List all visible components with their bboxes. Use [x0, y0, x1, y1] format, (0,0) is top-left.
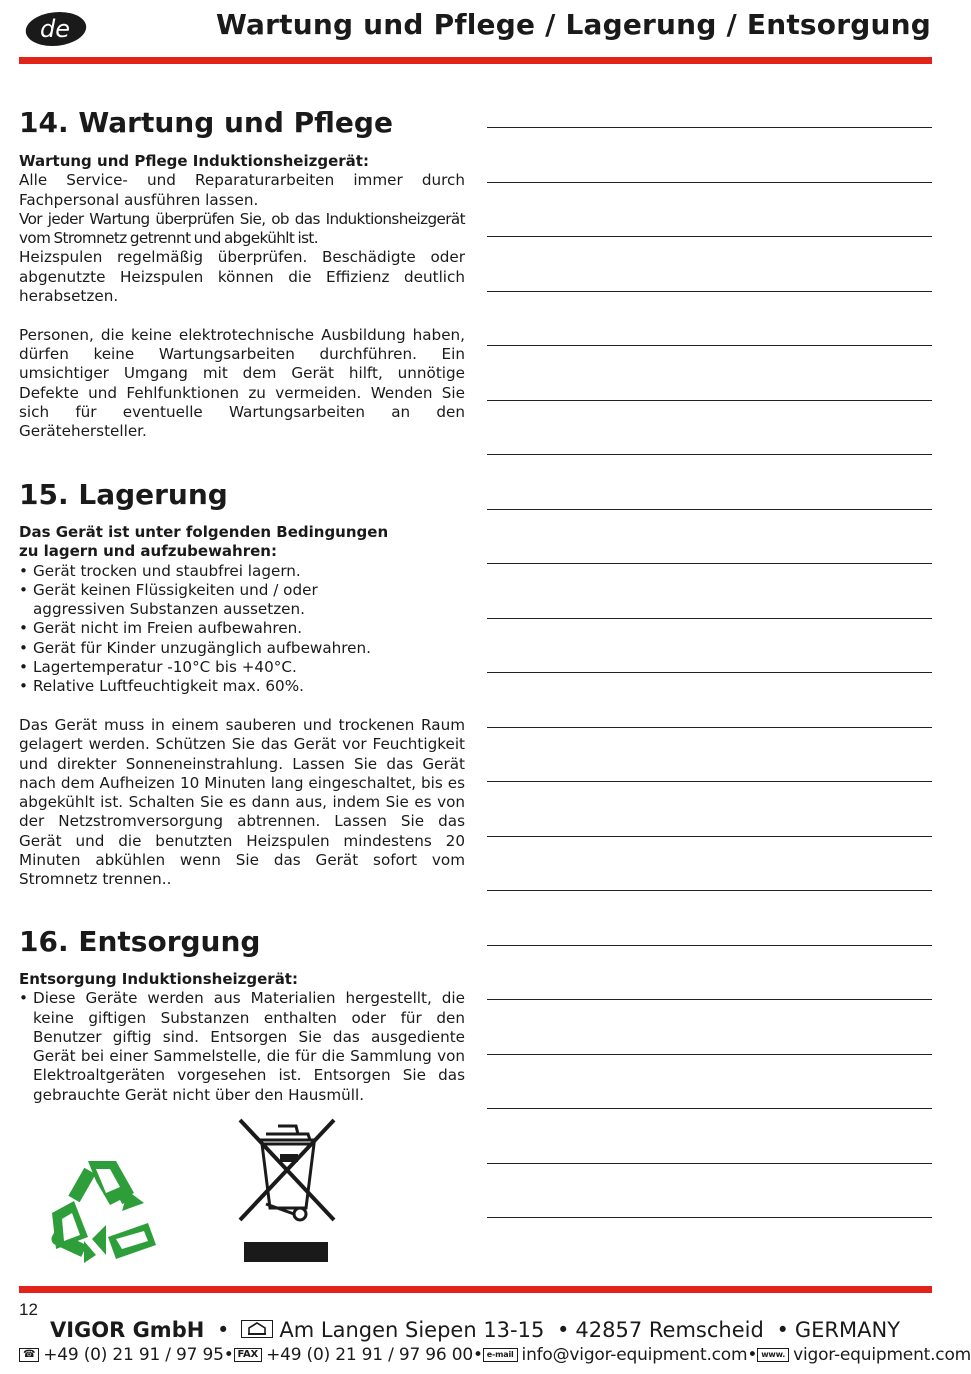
crossed-out-wheelie-bin-icon: [236, 1116, 338, 1264]
notes-line: [487, 618, 932, 619]
notes-line: [487, 127, 932, 128]
language-badge-icon: [22, 10, 92, 48]
phone-contact: [19, 1345, 224, 1365]
notes-line: [487, 1163, 932, 1164]
section-storage: [19, 478, 465, 890]
section-subheading: zu lagern und aufzubewahren:: [19, 542, 277, 561]
email-icon: e-mail: [483, 1348, 518, 1362]
website-link[interactable]: vigor-equipment.com: [793, 1345, 971, 1365]
section-subheading: Wartung und Pflege Induktionsheizgerät:: [19, 152, 369, 170]
list-item: • Gerät nicht im Freien aufbewahren.: [19, 619, 465, 638]
notes-line: [487, 1217, 932, 1218]
paragraph: Alle Service- und Reparaturarbeiten immer durch Fachpersonal ausführen lassen.: [19, 171, 465, 209]
notes-line: [487, 945, 932, 946]
section-heading: 14. Wartung und Pflege: [19, 106, 393, 139]
section-maintenance: [19, 106, 465, 441]
company-name: VIGOR GmbH: [49, 1318, 205, 1342]
phone-icon: ☎: [19, 1348, 39, 1362]
paragraph: Das Gerät muss in einem sauberen und trockenen Raum gelagert werden. Schützen Sie das Gerät vor Feuchtigkeit und direkter Sonneneinstrahlung. Lassen Sie das Gerät nach dem Aufheizen 10 Minuten lang eingeschaltet, bis es abgekühlt ist. Schalten Sie es dann aus, indem Sie es von der Netzstromversorgung abtrennen. Lassen Sie das Gerät und die benutzten Heizspulen mindestens 20 Minuten abkühlen wenn Sie das Gerät sofort vom Stromnetz trennen..: [19, 715, 465, 889]
notes-line: [487, 454, 932, 455]
page-number: 12: [19, 1300, 38, 1319]
section-disposal: [19, 925, 465, 1105]
language-badge: [22, 10, 92, 48]
header-rule: [19, 57, 932, 64]
disposal-list: [19, 989, 465, 1105]
notes-line: [487, 182, 932, 183]
section-subheading: Das Gerät ist unter folgenden Bedingungen: [19, 523, 389, 541]
fax-icon: FAX: [234, 1348, 263, 1362]
footer-rule: [19, 1286, 932, 1293]
notes-line: [487, 836, 932, 837]
section-heading: 16. Entsorgung: [19, 925, 261, 958]
web-contact[interactable]: [757, 1345, 971, 1365]
email-link[interactable]: info@vigor-equipment.com: [521, 1345, 748, 1365]
city: 42857 Remscheid: [575, 1318, 764, 1342]
notes-line: [487, 400, 932, 401]
section-heading: 15. Lagerung: [19, 478, 228, 511]
recycling-icon: [44, 1155, 162, 1265]
email-contact[interactable]: [483, 1345, 748, 1365]
fax-contact: [234, 1345, 473, 1365]
phone-number: +49 (0) 21 91 / 97 95: [43, 1345, 224, 1365]
list-item: • Lagertemperatur -10°C bis +40°C.: [19, 658, 465, 677]
language-code: de: [40, 15, 70, 43]
notes-line: [487, 672, 932, 673]
footer-contact-line: ☎ +49 (0) 21 91 / 97 95 • FAX +49 (0) 21 91 / 97 96 00 • e-mail info@vigor-equipment.com • www. vigor-equipment.com: [19, 1345, 932, 1365]
house-icon: [241, 1320, 273, 1338]
storage-conditions-list: [19, 562, 465, 697]
notes-line: [487, 563, 932, 564]
paragraph: Personen, die keine elektrotechnische Ausbildung haben, dürfen keine Wartungsarbeiten durchführen. Ein umsichtiger Umgang mit dem Gerät hilft, unnötige Defekte und Fehlfunktionen zu vermeiden. Wenden Sie sich für eventuelle Wartungsarbeiten an den Gerätehersteller.: [19, 325, 465, 441]
notes-line: [487, 727, 932, 728]
notes-line: [487, 999, 932, 1000]
notes-line: [487, 291, 932, 292]
paragraph: Vor jeder Wartung überprüfen Sie, ob das Induktionsheizgerät vom Stromnetz getrennt und abgekühlt ist.: [19, 209, 465, 248]
notes-line: [487, 1054, 932, 1055]
web-icon: www.: [757, 1348, 789, 1362]
list-item: • Relative Luftfeuchtigkeit max. 60%.: [19, 677, 465, 696]
fax-number: +49 (0) 21 91 / 97 96 00: [266, 1345, 473, 1365]
page-header-title: Wartung und Pflege / Lagerung / Entsorgung: [215, 8, 931, 41]
list-item: • Gerät für Kinder unzugänglich aufbewahren.: [19, 639, 465, 658]
list-item: • Gerät trocken und staubfrei lagern.: [19, 562, 333, 581]
notes-line: [487, 781, 932, 782]
notes-line: [487, 236, 932, 237]
notes-line: [487, 345, 932, 346]
street-address: Am Langen Siepen 13-15: [279, 1318, 545, 1342]
section-subheading: Entsorgung Induktionsheizgerät:: [19, 970, 298, 988]
list-item: • Gerät keinen Flüssigkeiten und / oder aggressiven Substanzen aussetzen.: [19, 581, 343, 620]
notes-line: [487, 1108, 932, 1109]
notes-line: [487, 890, 932, 891]
list-item: • Diese Geräte werden aus Materialien hergestellt, die keine giftigen Substanzen enthalten oder für den Benutzer giftig sind. Entsorgen Sie das ausgediente Gerät bei einer Sammelstelle, die für die Sammlung von Elektroaltgeräten vorgesehen ist. Entsorgen Sie das gebrauchte Gerät nicht über den Hausmüll.: [19, 989, 465, 1105]
paragraph: Heizspulen regelmäßig überprüfen. Beschädigte oder abgenutzte Heizspulen können die Effizienz deutlich herabsetzen.: [19, 248, 465, 306]
notes-line: [487, 509, 932, 510]
country: GERMANY: [794, 1318, 901, 1342]
footer-address-line: VIGOR GmbH • Am Langen Siepen 13-15 • 42857 Remscheid • GERMANY: [49, 1318, 901, 1342]
